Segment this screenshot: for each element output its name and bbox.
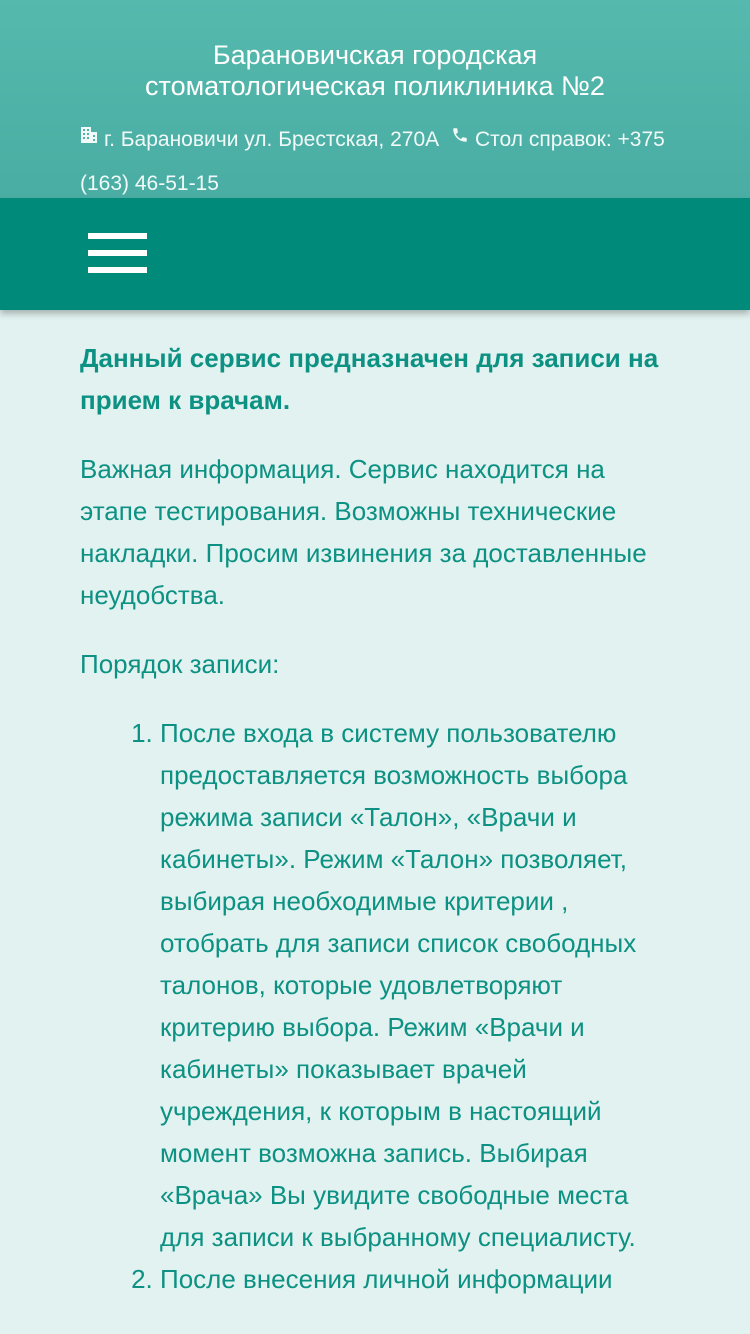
address-text: г. Барановичи ул. Брестская, 270А (104, 128, 440, 151)
phone-icon (451, 116, 469, 159)
phone-number[interactable]: (163) 46-51-15 (80, 171, 219, 195)
site-header (0, 0, 750, 198)
menu-bar (88, 233, 147, 239)
site-title-line-1: Барановичская городская (212, 40, 538, 70)
main-content (80, 337, 670, 1300)
important-notice: Важная информация. Сервис находится на этапе тестирования. Возможны технические накладки. Просим извинения за доставленные неудобства. (80, 454, 647, 610)
building-icon (80, 116, 98, 159)
phone-label[interactable]: Стол справок: +375 (475, 128, 665, 151)
order-heading: Порядок записи: (80, 649, 280, 679)
navbar (0, 198, 750, 310)
site-title-line-2: стоматологическая поликлиника №2 (145, 71, 605, 101)
contact-info (80, 118, 680, 205)
hamburger-menu-icon[interactable] (88, 232, 147, 274)
list-item: 2. После внесения личной информации (160, 1258, 670, 1300)
menu-bar (88, 267, 147, 273)
service-description: Данный сервис предназначен для записи на прием к врачам. (80, 343, 659, 415)
site-title (0, 40, 750, 102)
menu-bar (88, 250, 147, 256)
steps-list (80, 712, 670, 1300)
list-item: 1. После входа в систему пользователю предоставляется возможность выбора режима записи «Талон», «Врачи и кабинеты». Режим «Талон» позволяет, выбирая необходимые критерии , отобрать для записи список свободных талонов, которые удовлетворяют критерию выбора. Режим «Врачи и кабинеты» показывает врачей учреждения, к которым в настоящий момент возможна запись. Выбирая «Врача» Вы увидите свободные места для записи к выбранному специалисту. (160, 712, 670, 1258)
